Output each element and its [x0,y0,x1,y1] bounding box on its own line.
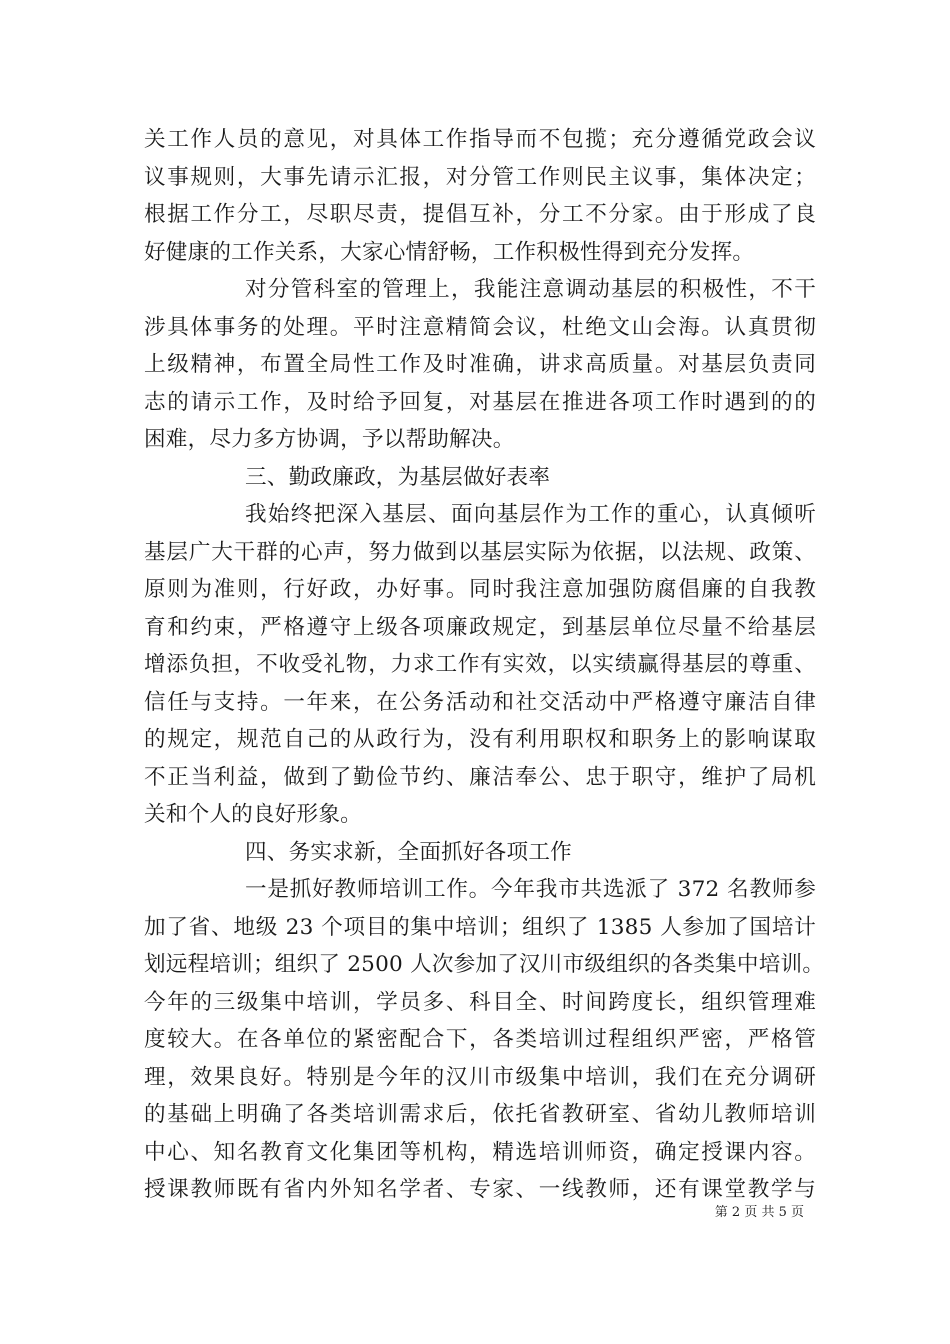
paragraph-first-line: 三、勤政廉政，为基层做好表率 [245,464,551,490]
text-line: 加了省、地级 23 个项目的集中培训；组织了 1385 人参加了国培计 [144,914,816,940]
text-line: 增添负担，不收受礼物，力求工作有实效，以实绩赢得基层的尊重、 [144,652,816,677]
text-line: 议事规则，大事先请示汇报，对分管工作则民主议事，集体决定； [144,164,816,190]
text-line: 育和约束，严格遵守上级各项廉政规定，到基层单位尽量不给基层 [144,614,816,640]
text-line: 的基础上明确了各类培训需求后，依托省教研室、省幼儿教师培训 [144,1102,816,1127]
text-line: 中心、知名教育文化集团等机构，精选培训师资，确定授课内容。 [144,1139,816,1165]
text-line: 关和个人的良好形象。 [144,802,362,827]
text-line: 今年的三级集中培训，学员多、科目全、时间跨度长，组织管理难 [144,989,816,1015]
paragraph-first-line: 四、务实求新，全面抓好各项工作 [245,839,572,865]
text-line: 原则为准则，行好政，办好事。同时我注意加强防腐倡廉的自我教 [144,577,816,602]
body-text [144,121,825,1209]
text-line: 困难，尽力多方协调，予以帮助解决。 [144,427,515,452]
text-line: 授课教师既有省内外知名学者、专家、一线教师，还有课堂教学与 [144,1177,816,1202]
text-line: 上级精神，布置全局性工作及时准确，讲求高质量。对基层负责同 [144,352,816,377]
text-line: 理，效果良好。特别是今年的汉川市级集中培训，我们在充分调研 [144,1064,816,1090]
text-line: 志的请示工作，及时给予回复，对基层在推进各项工作时遇到的的 [144,389,816,415]
text-line: 好健康的工作关系，大家心情舒畅，工作积极性得到充分发挥。 [144,239,755,265]
text-line: 根据工作分工，尽职尽责，提倡互补，分工不分家。由于形成了良 [144,202,816,227]
text-line: 关工作人员的意见，对具体工作指导而不包揽；充分遵循党政会议 [144,127,816,152]
text-line: 涉具体事务的处理。平时注意精简会议，杜绝文山会海。认真贯彻 [144,314,816,340]
paragraph-first-line: 对分管科室的管理上，我能注意调动基层的积极性，不干 [245,277,816,302]
text-line: 划远程培训；组织了 2500 人次参加了汉川市级组织的各类集中培训。 [144,952,825,977]
paragraph-first-line: 我始终把深入基层、面向基层作为工作的重心，认真倾听 [245,502,816,527]
text-line: 信任与支持。一年来，在公务活动和社交活动中严格遵守廉洁自律 [144,689,816,715]
text-line: 度较大。在各单位的紧密配合下，各类培训过程组织严密，严格管 [144,1027,816,1052]
text-line: 基层广大干群的心声，努力做到以基层实际为依据，以法规、政策、 [144,539,816,565]
paragraph-first-line: 一是抓好教师培训工作。今年我市共选派了 372 名教师参 [245,877,816,902]
text-line: 不正当利益，做到了勤俭节约、廉洁奉公、忠于职守，维护了局机 [144,764,816,790]
text-line: 的规定，规范自己的从政行为，没有利用职权和职务上的影响谋取 [144,727,816,752]
page-number: 第 2 页 共 5 页 [714,1205,804,1220]
